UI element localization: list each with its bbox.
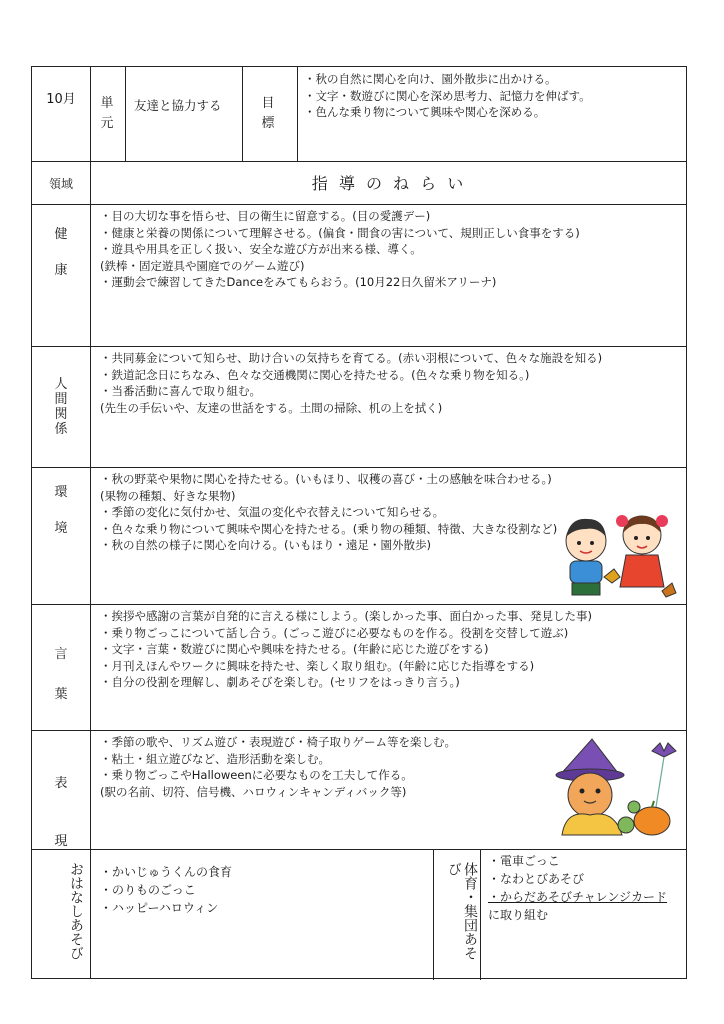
aim-line: (先生の手伝いや、友達の世話をする。土間の掃除、机の上を拭く) bbox=[100, 400, 443, 415]
story-play-list bbox=[100, 863, 232, 917]
aim-line: ・遊具や用具を正しく扱い、安全な遊び方が出来る様、導く。 bbox=[100, 242, 422, 256]
unit-label: 単元 bbox=[100, 96, 114, 131]
aim-line: ・共同募金について知らせ、助け合いの気持ちを育てる。(赤い羽根について、色々な施設を知る) bbox=[100, 351, 603, 365]
month-label: 10月 bbox=[46, 92, 76, 107]
aim-line: ・当番活動に喜んで取り組む。 bbox=[100, 384, 261, 398]
aim-line: ・季節の歌や、リズム遊び・表現遊び・椅子取りゲーム等を楽しむ。 bbox=[100, 735, 457, 749]
halloween-cat-pumpkin-illustration bbox=[552, 737, 680, 839]
goal-item: ・文字・数遊びに関心を深め思考力、記憶力を伸ばす。 bbox=[304, 88, 591, 103]
expression-aims bbox=[100, 734, 456, 800]
goals-list bbox=[304, 71, 591, 121]
pe-item: に取り組む bbox=[488, 908, 549, 922]
aim-line: ・粘土・組立遊びなど、造形活動を楽しむ。 bbox=[100, 751, 330, 766]
domain-label: 領域 bbox=[48, 177, 73, 191]
environment-aims bbox=[100, 471, 557, 554]
curriculum-table bbox=[31, 66, 687, 979]
aim-line: ・秋の自然の様子に関心を向ける。(いもほり・遠足・園外散歩) bbox=[100, 538, 431, 552]
expression-label: 表現 bbox=[54, 776, 68, 849]
story-item: ・ハッピーハロウィン bbox=[100, 901, 219, 915]
goal-item: ・色んな乗り物について興味や関心を深める。 bbox=[304, 105, 546, 119]
health-aims bbox=[100, 208, 580, 291]
aim-line: ・自分の役割を理解し、劇あそびを楽しむ。(セリフをはっきり言う。) bbox=[100, 675, 460, 689]
aim-line: ・挨拶や感謝の言葉が自発的に言える様にしよう。(楽しかった事、面白かった事、発見した事) bbox=[100, 609, 592, 623]
environment-label: 環境 bbox=[54, 485, 68, 536]
story-play-label: おはなしあそび bbox=[68, 862, 84, 960]
relations-label: 人間関係 bbox=[54, 377, 68, 437]
aim-line: (果物の種類、好きな果物) bbox=[100, 488, 236, 503]
aim-line: ・色々な乗り物について興味や関心を持たせる。(乗り物の種類、特徴、大きな役割など) bbox=[100, 521, 558, 536]
aim-line: ・健康と栄養の関係について理解させる。(偏食・間食の害について、規則正しい食事をする) bbox=[100, 225, 580, 240]
pe-group-play-list bbox=[488, 852, 667, 924]
pe-item: ・なわとびあそび bbox=[488, 872, 585, 886]
language-label: 言葉 bbox=[54, 647, 68, 702]
pe-group-play-label: 体育・集団あそび bbox=[446, 862, 478, 960]
aim-line: ・乗り物ごっこやHalloweenに必要なものを工夫して作る。 bbox=[100, 768, 413, 782]
aim-line: ・季節の変化に気付かせ、気温の変化や衣替えについて知らせる。 bbox=[100, 505, 445, 519]
children-with-leaves-illustration bbox=[558, 507, 680, 603]
aim-line: ・運動会で練習してきたDanceをみてもらおう。(10月22日久留米アリーナ) bbox=[100, 275, 497, 289]
language-aims bbox=[100, 608, 592, 691]
aim-line: ・月刊えほんやワークに興味を持たせ、楽しく取り組む。(年齢に応じた指導をする) bbox=[100, 658, 535, 673]
aim-line: ・目の大切な事を悟らせ、目の衛生に留意する。(目の愛護デー) bbox=[100, 209, 431, 223]
unit-value: 友達と協力する bbox=[134, 98, 222, 113]
goal-item: ・秋の自然に関心を向け、園外散歩に出かける。 bbox=[304, 72, 557, 86]
story-item: ・かいじゅうくんの食育 bbox=[100, 865, 233, 879]
aim-line: ・秋の野菜や果物に関心を持たせる。(いもほり、収穫の喜び・土の感触を味合わせる。) bbox=[100, 472, 552, 486]
aim-line: ・鉄道記念日にちなみ、色々な交通機関に関心を持たせる。(色々な乗り物を知る。) bbox=[100, 367, 530, 382]
relations-aims bbox=[100, 350, 602, 416]
aim-line: (駅の名前、切符、信号機、ハロウィンキャンディバック等) bbox=[100, 784, 407, 799]
aim-line: ・乗り物ごっこについて話し合う。(ごっこ遊びに必要なものを作る。役割を交替して遊ぶ) bbox=[100, 625, 569, 640]
aim-line: (鉄棒・固定遊具や園庭でのゲーム遊び) bbox=[100, 258, 305, 273]
story-item: ・のりものごっこ bbox=[100, 883, 196, 897]
guidance-title: 指 導 の ね ら い bbox=[311, 174, 467, 193]
pe-item: ・電車ごっこ bbox=[488, 854, 560, 868]
goal-label: 目標 bbox=[261, 96, 275, 131]
aim-line: ・文字・言葉・数遊びに関心や興味を持たせる。(年齢に応じた遊びをする) bbox=[100, 642, 489, 656]
pe-item: ・からだあそびチャレンジカード bbox=[488, 890, 668, 904]
health-label: 健康 bbox=[54, 227, 68, 278]
